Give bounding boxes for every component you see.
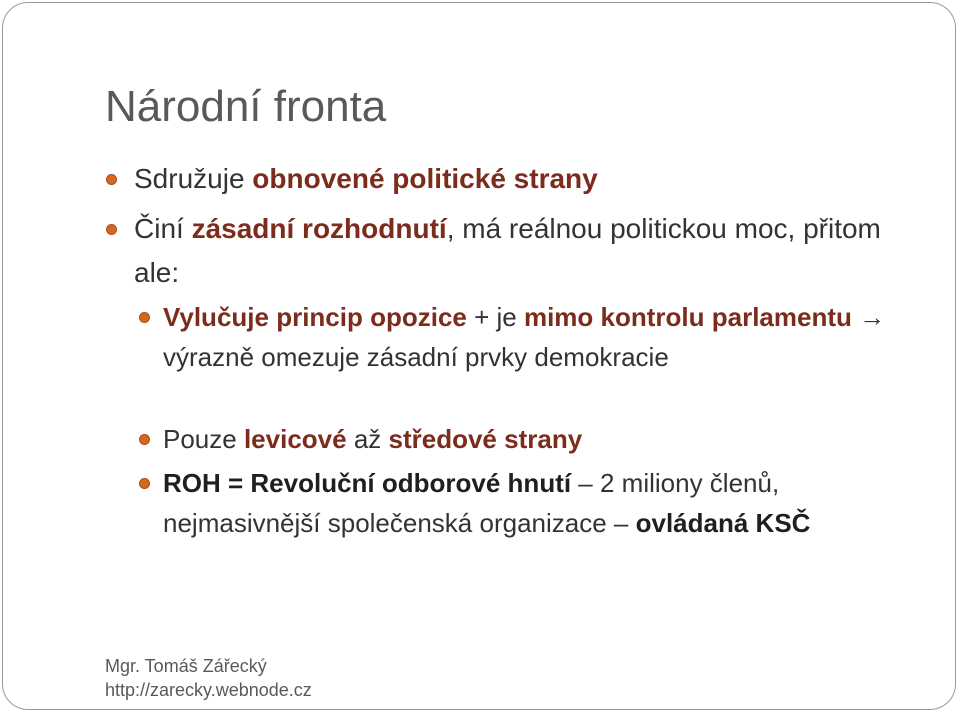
sub-list-item	[163, 297, 903, 377]
item-emphasis: zásadní rozhodnutí	[191, 213, 447, 244]
item-text: – 2 miliony členů, nejmasivnější společenská organizace –	[163, 468, 780, 538]
item-text: Pouze	[163, 424, 244, 454]
item-emphasis: ROH = Revoluční odborové hnutí	[163, 468, 572, 498]
arrow-right-icon: →	[859, 302, 886, 332]
item-emphasis: Vylučuje princip opozice	[163, 302, 467, 332]
bullet-icon	[139, 434, 150, 445]
item-emphasis: levicové	[243, 424, 347, 454]
item-emphasis: středové strany	[388, 424, 583, 454]
bullet-icon	[139, 312, 150, 323]
sub-list-item	[163, 419, 903, 459]
item-text: + je	[466, 302, 524, 332]
item-text: Sdružuje	[134, 163, 253, 194]
item-emphasis: obnovené politické strany	[252, 163, 598, 194]
slide-title: Národní fronta	[105, 82, 387, 131]
item-text: výrazně omezuje zásadní prvky demokracie	[163, 342, 669, 372]
item-text: , má reálnou politickou moc, přitom ale:	[134, 213, 881, 288]
list-item	[134, 157, 914, 201]
footer-url[interactable]: http://zarecky.webnode.cz	[105, 680, 312, 700]
item-emphasis: ovládaná KSČ	[635, 508, 811, 538]
bullet-icon	[139, 478, 150, 489]
item-text	[852, 302, 859, 332]
list-item	[134, 207, 914, 295]
item-text: až	[346, 424, 389, 454]
bullet-icon	[106, 224, 117, 235]
slide	[2, 2, 956, 710]
bullet-icon	[106, 174, 117, 185]
sub-list-item	[163, 463, 903, 543]
footer-author: Mgr. Tomáš Zářecký	[105, 656, 267, 676]
item-emphasis: mimo kontrolu parlamentu	[523, 302, 852, 332]
item-text: Činí	[134, 213, 192, 244]
